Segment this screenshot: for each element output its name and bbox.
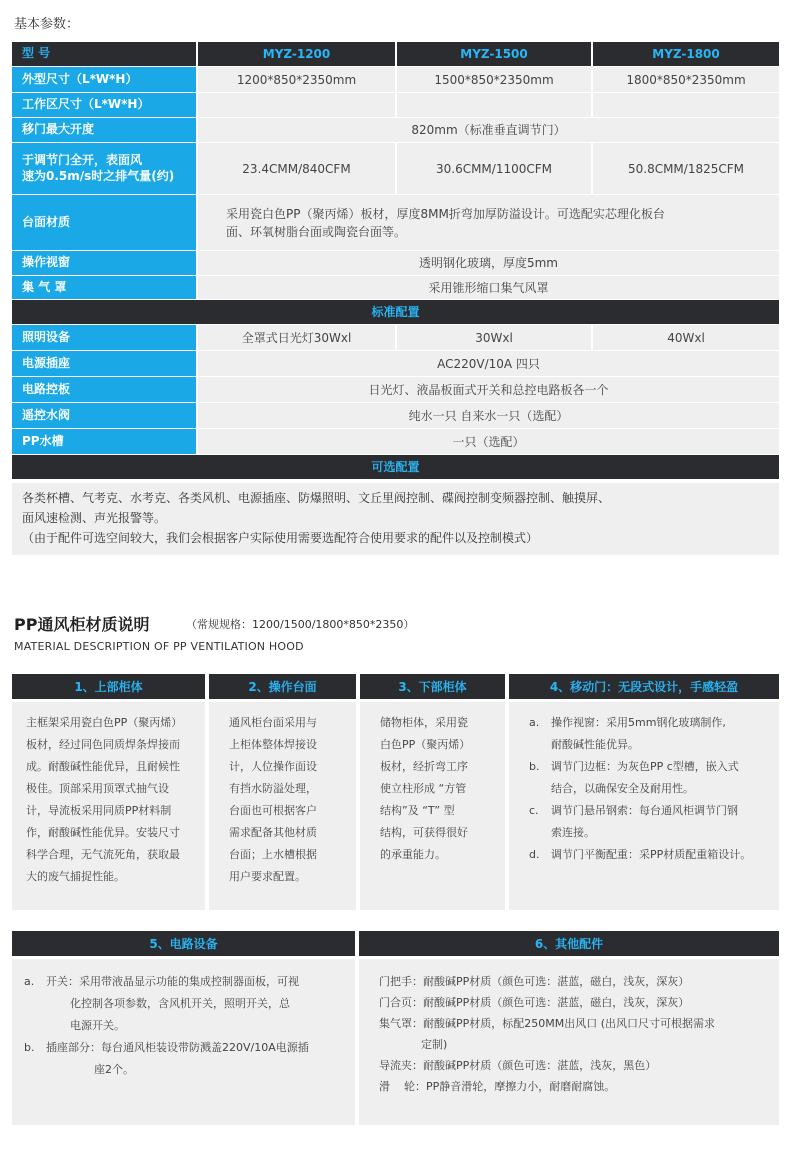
spec-cell: 透明钢化玻璃，厚度5mm (196, 251, 779, 275)
panel-line: 结构”及 “T” 型 (380, 804, 455, 817)
panel-line: 集气罩：耐酸碱PP材质，标配250MM出风口 (出风口尺寸可根据需求 (379, 1017, 716, 1030)
panel-line: 极佳。顶部采用顶罩式抽气设 (26, 782, 169, 795)
panel-line: 科学合理，无气流死角，获取最 (26, 848, 180, 861)
model-1200: MYZ-1200 (196, 42, 395, 66)
panel-line: 导流夹：耐酸碱PP材质（颜色可选：湛蓝，浅灰，黑色） (379, 1059, 657, 1072)
spec-row-label (12, 143, 196, 194)
spec-row-label: 遥控水阀 (12, 403, 196, 428)
panel-line: 板材，经过同色同质焊条焊接而 (26, 738, 180, 751)
list-item (529, 712, 771, 756)
spec-row-label: 外型尺寸（L*W*H） (12, 67, 196, 92)
panel-line: 白色PP（聚丙烯） (380, 738, 471, 751)
item-marker: a. (529, 716, 540, 729)
panel-header-lower-cabinet: 3、下部柜体 (360, 674, 505, 699)
material-subtitle: （常规规格：1200/1500/1800*850*2350） (186, 618, 415, 631)
spec-cell: 40Wxl (591, 325, 779, 350)
panel-line: 计，人位操作面设 (229, 760, 317, 773)
panel-body-upper-cabinet (12, 702, 205, 910)
spec-row-label: 电路控板 (12, 377, 196, 402)
panel-header-sliding-door: 4、移动门：无段式设计，手感轻盈 (509, 674, 779, 699)
std-row-circuit (12, 377, 779, 403)
panel-line: 有挡水防溢处理， (229, 782, 317, 795)
spec-cell: 1200*850*2350mm (196, 67, 395, 92)
spec-row-window (12, 251, 779, 276)
item-line: 结合，以确保安全及耐用性。 (551, 782, 694, 795)
panel-line: 通风柜台面采用与 (229, 716, 317, 729)
spec-row-countertop (12, 195, 779, 251)
item-marker: d. (529, 848, 540, 861)
spec-cell: 30.6CMM/1100CFM (395, 143, 591, 194)
spec-cell: 一只（选配） (196, 429, 779, 454)
item-line: 调节门悬吊钢索：每台通风柜调节门钢 (551, 804, 738, 817)
panel-line: 成。耐酸碱性能优异，且耐候性 (26, 760, 180, 773)
panel-line: 主框架采用瓷白色PP（聚丙烯） (26, 716, 183, 729)
panel-body-sliding-door (509, 702, 779, 910)
spec-cell-line: 面、环氧树脂台面或陶瓷台面等。 (226, 224, 407, 239)
panel-line: 门把手：耐酸碱PP材质（颜色可选：湛蓝，磁白，浅灰，深灰） (379, 975, 690, 988)
panel-line: 滑 轮：PP静音滑轮，摩擦力小，耐磨耐腐蚀。 (379, 1080, 616, 1093)
optional-config-text (12, 483, 779, 555)
item-line: 插座部分：每台通风柜装设带防溅盖220V/10A电源插 (46, 1041, 309, 1054)
spec-cell (591, 93, 779, 117)
item-line: 开关：采用带液晶显示功能的集成控制器面板，可视 (46, 975, 299, 988)
spec-row-outer-size (12, 67, 779, 93)
spec-cell (196, 195, 779, 250)
spec-row-label: 照明设备 (12, 325, 196, 350)
spec-cell: AC220V/10A 四只 (196, 351, 779, 376)
spec-row-exhaust (12, 143, 779, 195)
list-item (24, 971, 347, 1037)
spec-cell: 820mm（标准垂直调节门） (196, 118, 779, 142)
panel-body-electrical (12, 959, 355, 1125)
item-line: 座2个。 (94, 1063, 134, 1076)
spec-cell: 23.4CMM/840CFM (196, 143, 395, 194)
spec-row-hood (12, 276, 779, 300)
item-line: 耐酸碱性能优异。 (551, 738, 639, 751)
spec-cell: 1500*850*2350mm (395, 67, 591, 92)
spec-row-label: 工作区尺寸（L*W*H） (12, 93, 196, 117)
optional-line: 面风速检测、声光报警等。 (22, 511, 167, 525)
spec-cell: 1800*850*2350mm (591, 67, 779, 92)
spec-row-label: PP水槽 (12, 429, 196, 454)
model-1800: MYZ-1800 (591, 42, 779, 66)
spec-cell-line: 采用瓷白色PP（聚丙烯）板材，厚度8MM折弯加厚防溢设计。可选配实芯理化板台 (226, 206, 665, 221)
spec-header-row (12, 42, 779, 67)
panel-body-lower-cabinet (360, 702, 505, 910)
panel-line: 大的废气捕捉性能。 (26, 870, 125, 883)
item-line: 操作视窗：采用5mm钢化玻璃制作, (551, 716, 726, 729)
material-english-title: MATERIAL DESCRIPTION OF PP VENTILATION HOOD (14, 640, 304, 653)
panel-line: 结构，可获得很好 (380, 826, 468, 839)
item-marker: a. (24, 975, 35, 988)
panel-header-other-parts: 6、其他配件 (359, 931, 779, 956)
std-row-sink (12, 429, 779, 455)
panel-line: 使立柱形成 “方管 (380, 782, 467, 795)
item-marker: b. (529, 760, 540, 773)
panel-line: 储物柜体，采用瓷 (380, 716, 468, 729)
panel-line: 用户要求配置。 (229, 870, 306, 883)
item-marker: c. (529, 804, 539, 817)
std-row-socket (12, 351, 779, 377)
spec-row-label: 集 气 罩 (12, 276, 196, 299)
std-row-lighting (12, 325, 779, 351)
panel-body-other-parts (359, 959, 779, 1125)
spec-row-label: 台面材质 (12, 195, 196, 250)
panel-line: 作，耐酸碱性能优异。安装尺寸 (26, 826, 180, 839)
panel-line: 台面；上水槽根据 (229, 848, 317, 861)
spec-cell: 采用锥形缩口集气风罩 (196, 276, 779, 299)
spec-cell: 日光灯、液晶板面式开关和总控电路板各一个 (196, 377, 779, 402)
spec-row-work-size (12, 93, 779, 118)
spec-cell (196, 93, 395, 117)
list-item (529, 844, 771, 866)
spec-section-title: 基本参数： (14, 17, 80, 32)
item-line: 索连接。 (551, 826, 595, 839)
optional-line: （由于配件可选空间较大，我们会根据客户实际使用需要选配符合使用要求的配件以及控制模式） (22, 531, 539, 545)
spec-cell: 纯水一只 自来水一只（选配） (196, 403, 779, 428)
spec-cell (395, 93, 591, 117)
spec-cell: 全罩式日光灯30Wxl (196, 325, 395, 350)
item-line: 化控制各项参数，含风机开关，照明开关，总 (70, 997, 290, 1010)
spec-row-label-line: 速为0.5m/s时之排气量(约) (22, 168, 175, 183)
spec-row-label: 电源插座 (12, 351, 196, 376)
panel-header-upper-cabinet: 1、上部柜体 (12, 674, 205, 699)
panel-body-countertop (209, 702, 356, 910)
item-line: 调节门平衡配重：采PP材质配重箱设计。 (551, 848, 752, 861)
panel-line: 台面也可根据客户 (229, 804, 317, 817)
standard-config-bar: 标准配置 (12, 300, 779, 325)
optional-line: 各类杯槽、气考克、水考克、各类风机、电源插座、防爆照明、文丘里阀控制、碟阀控制变频器控制、触摸屏、 (22, 491, 611, 505)
optional-config-bar: 可选配置 (12, 455, 779, 480)
item-line: 电源开关。 (70, 1019, 125, 1032)
spec-row-label: 移门最大开度 (12, 118, 196, 142)
spec-cell: 30Wxl (395, 325, 591, 350)
panel-line: 上柜体整体焊接设 (229, 738, 317, 751)
spec-table (12, 42, 779, 480)
list-item (529, 800, 771, 844)
spec-row-door-opening (12, 118, 779, 143)
panel-line: 定制) (379, 1038, 448, 1051)
item-line: 调节门边框：为灰色PP c型槽，嵌入式 (551, 760, 739, 773)
panel-line: 计，导流板采用同质PP材料制 (26, 804, 172, 817)
model-header-label: 型 号 (12, 42, 196, 66)
spec-cell: 50.8CMM/1825CFM (591, 143, 779, 194)
list-item (529, 756, 771, 800)
spec-row-label: 操作视窗 (12, 251, 196, 275)
panel-line: 需求配备其他材质 (229, 826, 317, 839)
panel-header-countertop: 2、操作台面 (209, 674, 356, 699)
list-item (24, 1037, 347, 1081)
model-1500: MYZ-1500 (395, 42, 591, 66)
panel-line: 板材，经折弯工序 (380, 760, 468, 773)
panel-line: 门合页：耐酸碱PP材质（颜色可选：湛蓝，磁白，浅灰，深灰） (379, 996, 690, 1009)
std-row-valve (12, 403, 779, 429)
material-title: PP通风柜材质说明 (14, 615, 150, 634)
spec-row-label-line: 于调节门全开，表面风 (22, 152, 143, 167)
panel-header-electrical: 5、电路设备 (12, 931, 355, 956)
panel-line: 的承重能力。 (380, 848, 446, 861)
item-marker: b. (24, 1041, 35, 1054)
